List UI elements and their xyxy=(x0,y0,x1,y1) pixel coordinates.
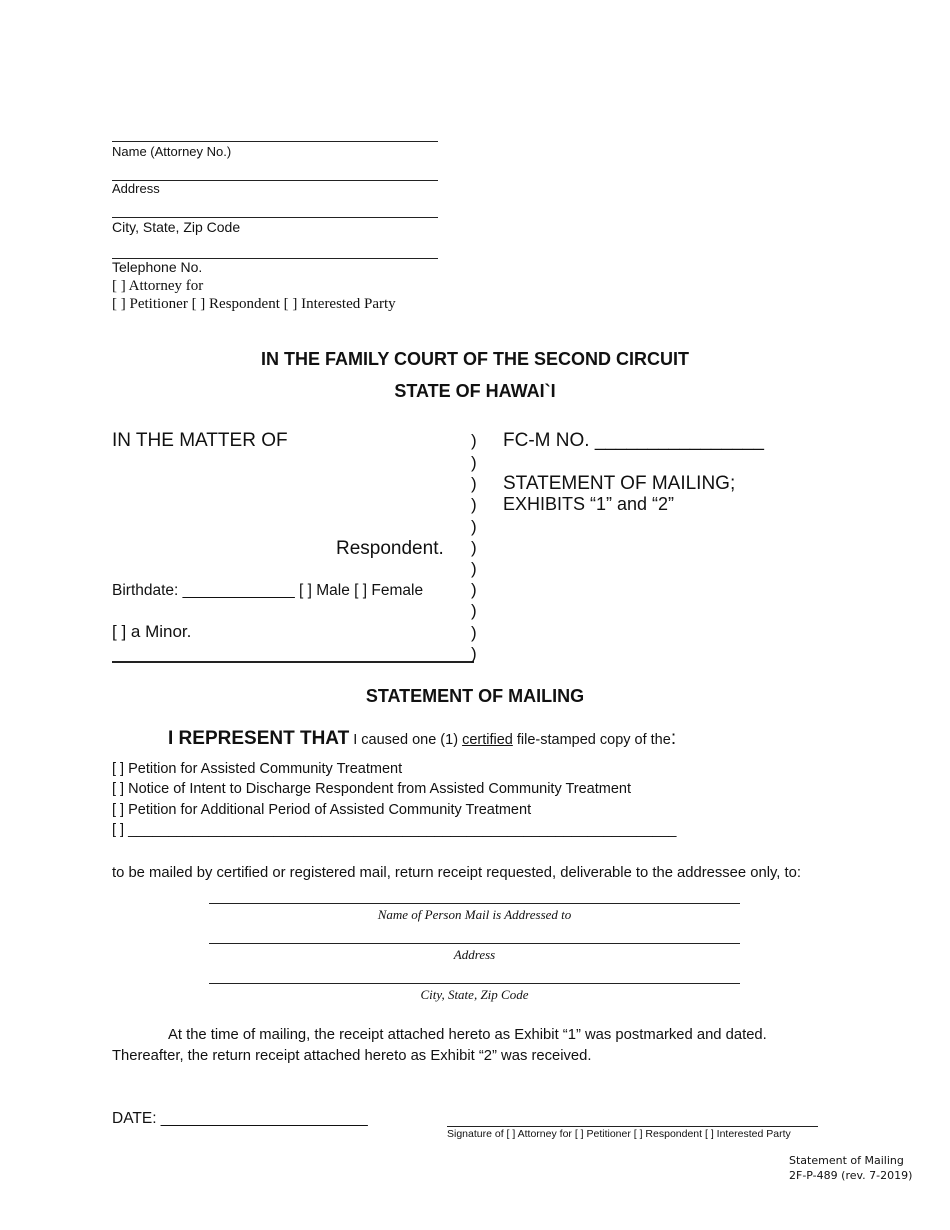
signature-label: Signature of [ ] Attorney for [ ] Petitioner [ ] Respondent [ ] Interested Party xyxy=(447,1128,791,1140)
recipient-name-label: Name of Person Mail is Addressed to xyxy=(377,907,572,922)
section-title: STATEMENT OF MAILING xyxy=(365,686,585,706)
document-option-3[interactable]: [ ] Petition for Additional Period of Assisted Community Treatment xyxy=(112,802,532,818)
attorney-for-checkbox[interactable]: [ ] Attorney for xyxy=(112,278,204,294)
represent-bold: I REPRESENT THAT xyxy=(168,728,350,749)
document-option-2[interactable]: [ ] Notice of Intent to Discharge Respondent from Assisted Community Treatment xyxy=(112,781,632,797)
party-checkboxes[interactable]: [ ] Petitioner [ ] Respondent [ ] Interested Party xyxy=(112,296,396,312)
paren: ) xyxy=(471,623,477,642)
paren: ) xyxy=(471,453,477,472)
paren: ) xyxy=(471,495,477,514)
form-number: 2F-P-489 (rev. 7-2019) xyxy=(789,1169,913,1182)
receipt-paragraph-line2: Thereafter, the return receipt attached hereto as Exhibit “2” was received. xyxy=(112,1048,592,1064)
paren: ) xyxy=(471,601,477,620)
paren: ) xyxy=(471,474,477,493)
city-line[interactable] xyxy=(112,217,438,218)
court-name: IN THE FAMILY COURT OF THE SECOND CIRCUIT xyxy=(260,349,690,369)
recipient-name-line[interactable] xyxy=(209,903,740,904)
represent-colon: : xyxy=(670,728,677,749)
city-label: City, State, Zip Code xyxy=(112,219,241,235)
paren: ) xyxy=(471,538,477,557)
document-title-line2: EXHIBITS “1” and “2” xyxy=(503,494,675,514)
in-the-matter-of: IN THE MATTER OF xyxy=(112,430,288,451)
represent-sentence xyxy=(168,728,676,750)
paren: ) xyxy=(471,431,477,450)
document-option-1[interactable]: [ ] Petition for Assisted Community Treatment xyxy=(112,761,403,777)
represent-pre: I caused one (1) xyxy=(349,732,463,748)
recipient-city-line[interactable] xyxy=(209,983,740,984)
paren: ) xyxy=(471,559,477,578)
address-line[interactable] xyxy=(112,180,438,181)
paren: ) xyxy=(471,517,477,536)
paren: ) xyxy=(471,644,477,663)
birthdate-field[interactable]: Birthdate: _____________ [ ] Male [ ] Female xyxy=(112,582,424,599)
caption-bottom-line xyxy=(112,661,474,663)
mailed-instructions: to be mailed by certified or registered mail, return receipt requested, deliverable to the addressee only, to: xyxy=(112,865,801,881)
document-option-other[interactable]: [ ] ____________________________________________________________________ xyxy=(112,822,677,838)
recipient-address-line[interactable] xyxy=(209,943,740,944)
form-name: Statement of Mailing xyxy=(789,1154,904,1167)
represent-post: file-stamped copy of the xyxy=(512,732,671,748)
minor-checkbox[interactable]: [ ] a Minor. xyxy=(112,622,192,641)
respondent-label: Respondent. xyxy=(336,538,444,559)
document-title-line1: STATEMENT OF MAILING; xyxy=(503,473,736,494)
represent-certified: certified xyxy=(462,732,513,748)
paren: ) xyxy=(471,580,477,599)
court-state: STATE OF HAWAI`I xyxy=(394,381,556,401)
receipt-paragraph-line1: At the time of mailing, the receipt attached hereto as Exhibit “1” was postmarked and dated. xyxy=(168,1027,767,1043)
name-label: Name (Attorney No.) xyxy=(112,144,232,159)
signature-line[interactable] xyxy=(447,1126,818,1127)
case-number-field[interactable]: FC-M NO. ________________ xyxy=(503,430,764,451)
date-field[interactable]: DATE: ________________________ xyxy=(112,1110,368,1127)
recipient-city-label: City, State, Zip Code xyxy=(420,987,529,1002)
address-label: Address xyxy=(112,181,160,196)
recipient-address-label: Address xyxy=(453,947,496,962)
name-line[interactable] xyxy=(112,141,438,142)
telephone-label: Telephone No. xyxy=(112,259,203,275)
